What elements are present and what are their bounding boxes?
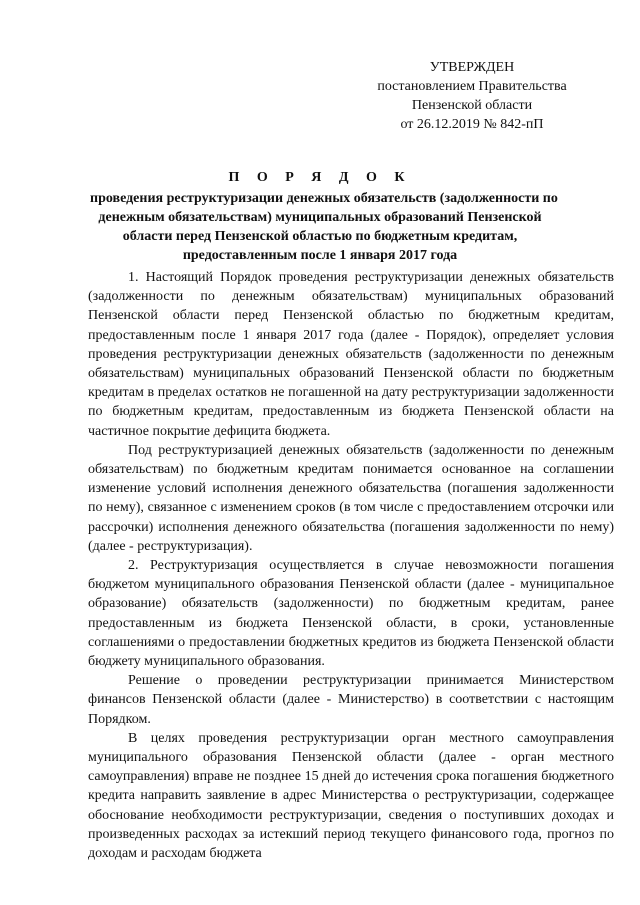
title-line-1: проведения реструктуризации денежных обязательств (задолженности по [90, 191, 558, 206]
title-word: П О Р Я Д О К [228, 170, 412, 185]
paragraph-3: 2. Реструктуризация осуществляется в случае невозможности погашения бюджетом муниципального образования Пензенской области (далее - муниципальное образование) обязательств (задолженности) по бюджетным кредитам, ранее предоставленным из бюджета Пензенской области, в сроки, установленные соглашениями о предоставлении бюджетных кредитов из бюджета Пензенской области бюджету муниципального образования. [88, 558, 614, 670]
approval-decree: постановлением Правительства [377, 79, 567, 94]
approval-stamp [352, 58, 592, 134]
paragraph-5: В целях проведения реструктуризации орган местного самоуправления муниципального образования Пензенской области (далее - орган местного самоуправления) вправе не позднее 15 дней до истечения срока погашения бюджетного кредита направить заявление в адрес Министерства о реструктуризации, содержащее обоснование необходимости реструктуризации, сведения о поступивших доходах и произведенных расходах за истекший период текущего финансового года, прогноз по доходам и расходам бюджета [88, 730, 614, 862]
approval-region: Пензенской области [411, 98, 533, 113]
title-line-3: области перед Пензенской областью по бюджетным кредитам, [122, 229, 518, 244]
approval-date-number: от 26.12.2019 № 842-пП [400, 117, 544, 132]
title-line-2: денежным обязательствам) муниципальных образований Пензенской [98, 210, 542, 225]
document-title [90, 168, 558, 265]
paragraph-2: Под реструктуризацией денежных обязательств (задолженности по денежным обязательствам) по бюджетным кредитам понимается основанное на соглашении изменение условий исполнения денежного обязательства (погашения задолженности по нему), связанное с изменением сроков (в том числе с предоставлением отсрочки или рассрочки) исполнения денежного обязательства (погашения задолженности по нему) (далее - реструктуризация). [88, 442, 614, 554]
approval-heading: УТВЕРЖДЕН [429, 60, 515, 75]
document-body [88, 268, 614, 863]
title-line-4: предоставленным после 1 января 2017 года [182, 248, 458, 263]
paragraph-1: 1. Настоящий Порядок проведения реструктуризации денежных обязательств (задолженности по денежным обязательствам) муниципальных образований Пензенской области перед Пензенской областью по бюджетным кредитам, предоставленным после 1 января 2017 года (далее - Порядок), определяет условия проведения реструктуризации денежных обязательств (задолженности по денежным обязательствам) муниципальных образований Пензенской области по бюджетным кредитам в пределах остатков не погашенной на дату реструктуризации задолженности по бюджетным кредитам, предоставленным из бюджета Пензенской области на частичное покрытие дефицита бюджета. [88, 270, 614, 439]
paragraph-4: Решение о проведении реструктуризации принимается Министерством финансов Пензенской области (далее - Министерство) в соответствии с настоящим Порядком. [88, 673, 614, 727]
